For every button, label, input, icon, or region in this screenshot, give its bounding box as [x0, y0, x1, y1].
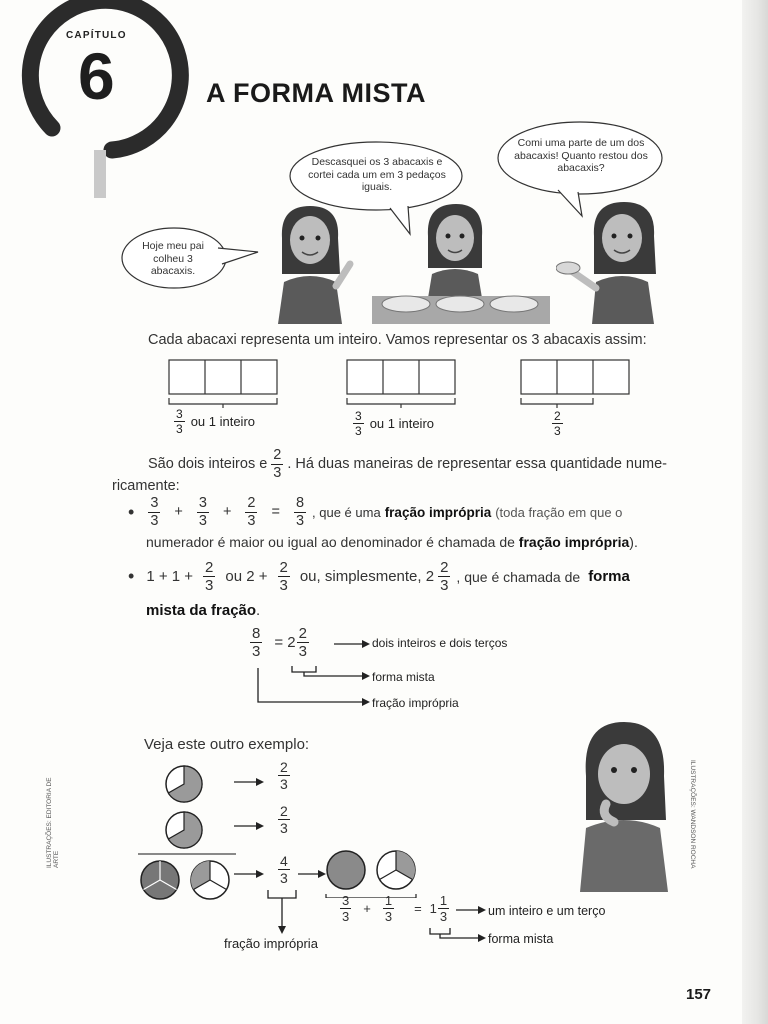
circle-one-third	[191, 861, 229, 899]
chapter-number: 6	[78, 39, 115, 113]
bar-3-label	[550, 410, 565, 437]
label-mixed-form-2: forma mista	[488, 932, 554, 946]
example-frac-3: $\frac{4}{3}$	[280, 853, 288, 886]
bullet-dot: •	[128, 566, 135, 586]
chapter-title: A FORMA MISTA	[206, 78, 426, 108]
fraction: $\frac{2}{3}$	[554, 409, 561, 438]
bullet-2: • 1 + 1 + $\frac{2}{3}$ ou 2 + $\frac{2}{3}$ ou, simplesmente, 2 $\frac{2}{3}$ , que é chamada de forma	[128, 559, 630, 594]
label-improper-fraction-2: fração imprópria	[224, 936, 318, 951]
girl-thinking-illustration	[570, 716, 680, 892]
bar-group-1	[168, 358, 280, 415]
example-frac-1: $\frac{2}{3}$	[280, 759, 288, 792]
bullet-2-line2: mista da fração.	[146, 602, 261, 619]
mixed-form-diagram: $\frac{8}{3}$ = 2 $\frac{2}{3}$	[252, 625, 307, 660]
credit-right: ILUSTRAÇÕES: WANDSON ROCHA	[689, 760, 696, 869]
fraction-circles	[136, 762, 246, 912]
girl-illustration-2	[372, 198, 552, 328]
girl-illustration-1	[262, 198, 362, 324]
circle-two-thirds-1	[166, 766, 202, 802]
bubble-2-text: Descasquei os 3 abacaxis e cortei cada um em 3 pedaços iguais.	[308, 156, 446, 194]
result-circles	[322, 846, 422, 898]
bullet-1: • $\frac{3}{3}$ + $\frac{3}{3}$ + $\frac{2}{3}$ = $\frac{8}{3}$ , que é uma fração imprópria (toda fração em que o	[128, 495, 623, 529]
example-title: Veja este outro exemplo:	[144, 736, 310, 753]
book-page-edge	[742, 0, 768, 1024]
label-mixed-form: forma mista	[372, 670, 435, 684]
chapter-label: CAPÍTULO	[66, 30, 127, 41]
paragraph-1-line2: ricamente:	[112, 478, 180, 494]
bar-2	[346, 358, 458, 410]
intro-text: Cada abacaxi representa um inteiro. Vamos representar os 3 abacaxis assim:	[148, 332, 647, 348]
bubble-1-text: Hoje meu pai colheu 3 abacaxis.	[142, 240, 204, 278]
bar-3	[520, 358, 632, 410]
paragraph-1: São dois inteiros e $\frac{2}{3}$ . Há duas maneiras de representar essa quantidade nume-	[148, 447, 668, 481]
circle-two-thirds-2	[166, 812, 202, 848]
credit-left: ILUSTRAÇÕES: EDITORIA DE ARTE	[46, 777, 60, 868]
girl-illustration-3	[556, 196, 666, 324]
page-number: 157	[686, 986, 712, 1003]
bar-1-label: $\frac{3}{3}$ ou 1 inteiro	[176, 407, 256, 436]
bar-1	[168, 358, 280, 410]
diagram-connector-lines	[254, 640, 374, 712]
example-frac-2: $\frac{2}{3}$	[280, 803, 288, 836]
badge-tab	[94, 150, 106, 198]
fraction: $\frac{3}{3}$	[176, 407, 183, 436]
label-two-wholes: dois inteiros e dois terços	[372, 636, 508, 650]
bullet-dot: •	[128, 501, 135, 522]
circle-full-thirds-a	[141, 861, 179, 899]
bullet-1-line2: numerador é maior ou igual ao denominador é chamada de fração imprópria).	[146, 534, 638, 550]
example-label-connectors	[420, 906, 490, 946]
bar-group-3	[520, 358, 632, 415]
label-improper-fraction: fração imprópria	[372, 696, 459, 710]
circle-one-third-result	[377, 851, 415, 889]
fraction: $\frac{3}{3}$	[355, 409, 362, 438]
label-one-whole-one-third: um inteiro e um terço	[488, 904, 606, 918]
example-sum: $\frac{3}{3}$ + $\frac{1}{3}$ = 1 $\frac{1}{3}$	[342, 893, 448, 924]
circle-full-gray	[327, 851, 365, 889]
bar-2-label: $\frac{3}{3}$ ou 1 inteiro	[355, 409, 435, 438]
bar-group-2	[346, 358, 458, 415]
bubble-3-text: Comi uma parte de um dos abacaxis! Quanto restou dos abacaxis?	[514, 137, 648, 175]
